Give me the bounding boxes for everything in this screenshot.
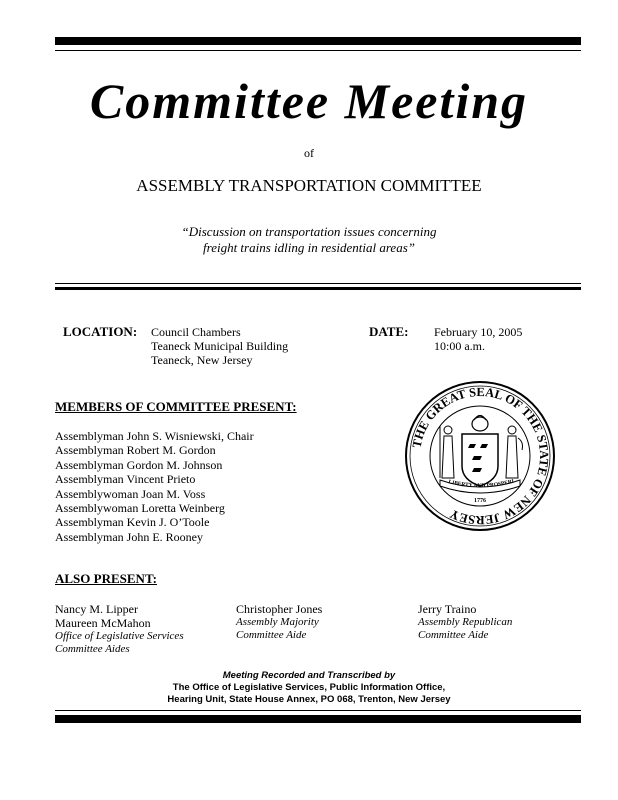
subject-line-2: freight trains idling in residential areas” [203, 240, 415, 255]
credit-line-1: Meeting Recorded and Transcribed by [222, 670, 396, 681]
of-label: of [304, 146, 314, 160]
state-seal [404, 380, 556, 532]
staff-name: Christopher Jones [236, 602, 323, 616]
members-heading: MEMBERS OF COMMITTEE PRESENT: [55, 399, 297, 414]
credit-line-2: The Office of Legislative Services, Public Information Office, [172, 682, 446, 693]
seal-ring-text: THE GREAT SEAL OF THE STATE OF NEW JERSEY [409, 384, 552, 528]
staff-role: Assembly Majority [236, 616, 319, 628]
date-day: February 10, 2005 [434, 325, 523, 339]
location-label: LOCATION: [63, 324, 138, 339]
member-item: Assemblyman Vincent Prieto [55, 472, 196, 487]
seal-year: 1776 [474, 498, 486, 504]
date-value [434, 325, 522, 353]
member-item: Assemblywoman Joan M. Voss [55, 486, 206, 501]
bottom-rule-thick [55, 715, 581, 723]
bottom-rule-thin [55, 710, 581, 711]
member-item: Assemblyman Robert M. Gordon [55, 443, 216, 458]
credit-line-3: Hearing Unit, State House Annex, PO 068, Trenton, New Jersey [167, 694, 451, 705]
committee-name: ASSEMBLY TRANSPORTATION COMMITTEE [136, 176, 482, 195]
mid-rule-thin [55, 283, 581, 284]
staff-name: Nancy M. Lipper [55, 602, 138, 616]
staff-role: Committee Aide [236, 629, 307, 641]
mid-rule-thick [55, 287, 581, 290]
date-time: 10:00 a.m. [434, 339, 485, 353]
staff-role: Office of Legislative Services [55, 630, 184, 642]
seal-motto: LIBERTY AND PROSPERI [447, 478, 515, 490]
staff-role: Committee Aide [418, 629, 489, 641]
also-present-col1 [55, 602, 184, 656]
also-present-col2 [236, 602, 322, 642]
location-line-1: Council Chambers [151, 325, 241, 339]
staff-name: Maureen McMahon [55, 616, 151, 630]
member-item: Assemblyman Gordon M. Johnson [55, 457, 223, 472]
top-rule-thin [55, 50, 581, 51]
staff-role: Assembly Republican [418, 616, 513, 628]
location-value [151, 325, 288, 367]
meeting-subject [0, 224, 618, 256]
also-present-col3 [418, 602, 512, 642]
location-line-3: Teaneck, New Jersey [151, 353, 253, 367]
staff-name: Jerry Traino [418, 602, 477, 616]
member-item: Assemblyman John S. Wisniewski, Chair [55, 429, 254, 443]
staff-role: Committee Aides [55, 643, 130, 655]
member-item: Assemblyman Kevin J. O’Toole [55, 515, 210, 530]
document-title: Committee Meeting [89, 73, 529, 129]
location-line-2: Teaneck Municipal Building [151, 339, 289, 353]
top-rule-thick [55, 37, 581, 45]
member-item: Assemblyman John E. Rooney [55, 529, 203, 544]
date-label: DATE: [369, 324, 409, 339]
subject-line-1: “Discussion on transportation issues concerning [181, 224, 437, 239]
member-item: Assemblywoman Loretta Weinberg [55, 501, 225, 516]
members-list [55, 429, 254, 544]
also-present-heading: ALSO PRESENT: [55, 571, 157, 586]
transcription-credit [0, 670, 618, 706]
